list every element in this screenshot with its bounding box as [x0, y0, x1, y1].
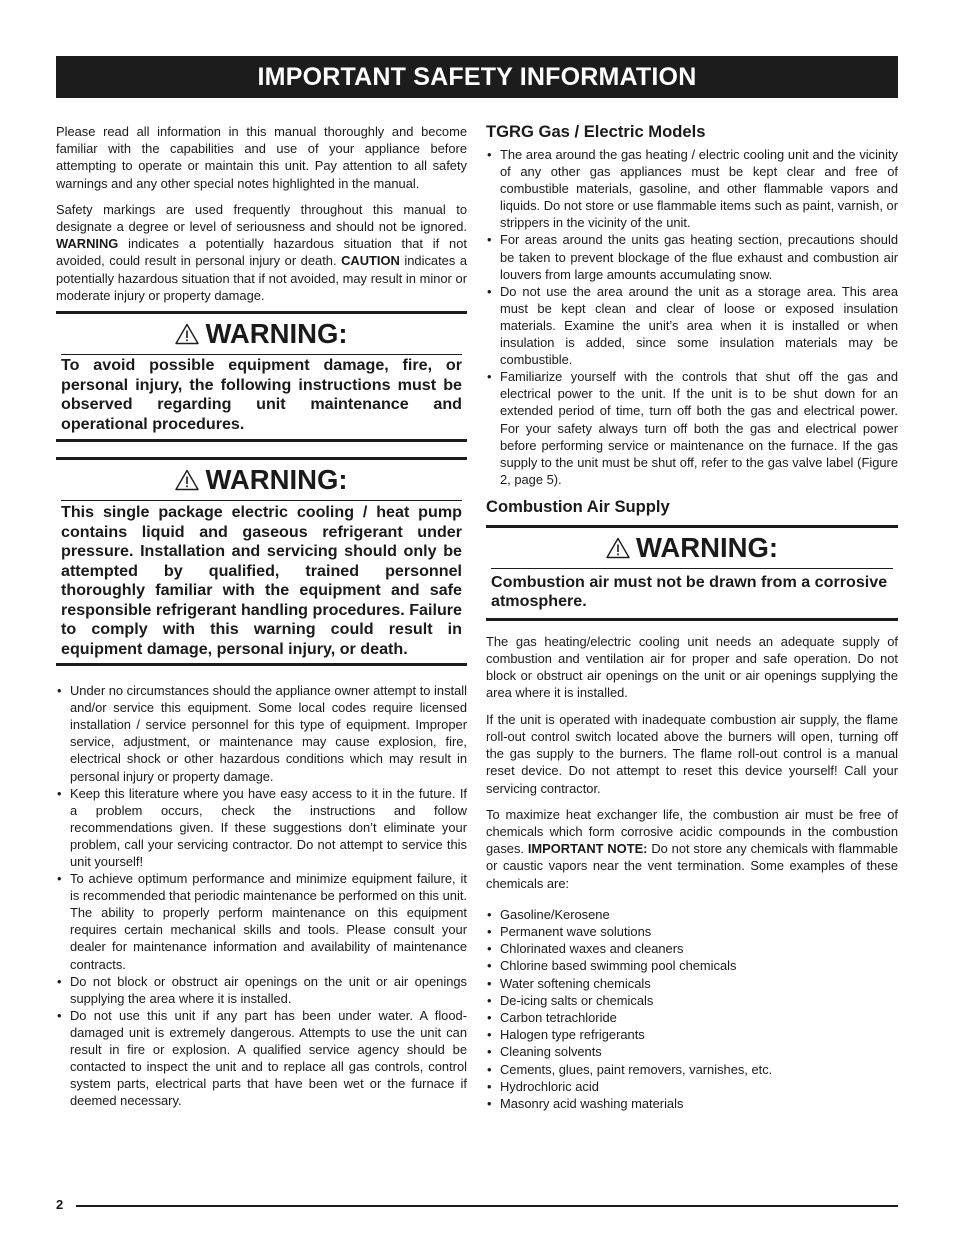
right-column — [486, 122, 898, 1112]
warning-header — [61, 460, 462, 501]
list-item: • Water softening chemicals — [486, 975, 898, 992]
safety-bullet-list — [56, 682, 467, 1109]
warning-triangle-icon — [606, 537, 630, 559]
list-item: • Masonry acid washing materials — [486, 1095, 898, 1112]
warning-box-maintenance — [56, 311, 467, 442]
list-item: • Hydrochloric acid — [486, 1078, 898, 1095]
warning-text: To avoid possible equipment damage, fire, or personal injury, the following instructions must be observed regarding unit maintenance and operational procedures. — [61, 356, 462, 433]
important-note-label: IMPORTANT NOTE: — [527, 841, 648, 857]
warning-title: WARNING: — [205, 464, 348, 496]
warning-text: This single package electric cooling / heat pump contains liquid and gaseous refrigerant under pressure. Installation and servicing should only be attempted by qualified, trained personnel thoroughly familiar with the equipment and safe responsible refrigerant handling procedures. Failure to comply with this warning could result in equipment damage, personal injury, or death. — [61, 503, 462, 658]
intro-p2-text-a: Safety markings are used frequently throughout this manual to designate a degree or level of seriousness and should not be ignored. — [56, 201, 467, 235]
list-item: • Permanent wave solutions — [486, 923, 898, 940]
warning-term: WARNING — [56, 236, 119, 252]
list-item: • Do not use the area around the unit as a storage area. This area must be kept clean and clear of loose or exposed insulation materials. Examine the unit’s area when it is installed or when insulation is added, since some insulation materials may be combustible. — [486, 283, 898, 368]
list-item: • Under no circumstances should the appliance owner attempt to install and/or service this equipment. Some local codes require licensed installation / service personnel for this type of equipment. Improper service, adjustment, or maintenance may cause explosion, fire, electrical shock or other hazardous conditions which may result in personal injury or property damage. — [56, 682, 467, 785]
combustion-paragraph-3 — [486, 806, 898, 892]
list-item: • Chlorinated waxes and cleaners — [486, 940, 898, 957]
list-item: • Cements, glues, paint removers, varnishes, etc. — [486, 1061, 898, 1078]
header-bar — [56, 56, 898, 98]
page-title: IMPORTANT SAFETY INFORMATION — [257, 62, 697, 91]
warning-text: Combustion air must not be drawn from a corrosive atmosphere. — [491, 572, 888, 611]
intro-p2-text-b: indicates a potentially hazardous situation that if not avoided, could result in personal injury or death. — [56, 236, 467, 269]
warning-triangle-icon — [175, 469, 199, 491]
warning-title: WARNING: — [205, 318, 348, 350]
list-item: • Chlorine based swimming pool chemicals — [486, 957, 898, 974]
warning-triangle-icon — [175, 323, 199, 345]
caution-term: CAUTION — [341, 253, 400, 269]
list-item: • Familiarize yourself with the controls that shut off the gas and electrical power to the unit. If the unit is to be shut down for an extended period of time, turn off both the gas and electrical power. For your safety always turn off both the gas and electrical power before performing service or maintenance on the furnace. If the gas supply to the unit must be shut off, refer to the gas valve label (Figure 2, page 5). — [486, 368, 898, 488]
footer-rule — [76, 1205, 898, 1207]
intro-paragraph-1: Please read all information in this manual thoroughly and become familiar with the capabilities and use of your appliance before attempting to operate or maintain this unit. Pay attention to all safety warnings and any other special notes highlighted in the manual. — [56, 124, 467, 191]
chemicals-list — [486, 906, 898, 1112]
list-item: • Do not block or obstruct air openings on the unit or air openings supplying the area where it is installed. — [56, 973, 467, 1007]
intro-paragraph-2 — [56, 201, 467, 304]
list-item: • Halogen type refrigerants — [486, 1026, 898, 1043]
tgrg-bullet-list — [486, 146, 898, 488]
intro-p2-text-c: indicates a potentially hazardous situation that if not avoided, may result in minor or moderate injury or property damage. — [56, 253, 467, 303]
warning-header — [491, 528, 893, 569]
warning-header — [61, 314, 462, 355]
list-item: • To achieve optimum performance and minimize equipment failure, it is recommended that periodic maintenance be performed on this unit. The ability to properly perform maintenance on this equipment requires certain mechanical skills and tools. Please consult your dealer for maintenance information and availability of maintenance contracts. — [56, 870, 467, 973]
list-item: • Do not use this unit if any part has been under water. A flood-damaged unit is extremely dangerous. Attempts to use the unit can result in fire or explosion. A qualified service agency should be contacted to inspect the unit and to replace all gas controls, control system parts, electrical parts that have been wet or the furnace if deemed necessary. — [56, 1007, 467, 1110]
list-item: • Keep this literature where you have easy access to it in the future. If a problem occurs, check the instructions and follow recommendations given. If these suggestions don’t eliminate your problem, call your servicing contractor. Do not attempt to service this unit yourself! — [56, 785, 467, 870]
list-item: • De-icing salts or chemicals — [486, 992, 898, 1009]
list-item: • Gasoline/Kerosene — [486, 906, 898, 923]
page-footer — [56, 1197, 898, 1217]
para3-text-a: To maximize heat exchanger life, the combustion air must be free of chemicals which form corrosive acidic compounds in the combustion gases. — [486, 806, 898, 857]
warning-box-combustion — [486, 525, 898, 621]
page-number: 2 — [56, 1197, 64, 1212]
combustion-paragraph-1: The gas heating/electric cooling unit needs an adequate supply of combustion and ventilation air for proper and safe operation. Do not block or obstruct air openings on the unit or air openings supplying the area where it is installed. — [486, 633, 898, 701]
left-column — [56, 123, 467, 1109]
list-item: • Cleaning solvents — [486, 1043, 898, 1060]
list-item: • Carbon tetrachloride — [486, 1009, 898, 1026]
tgrg-heading: TGRG Gas / Electric Models — [486, 122, 706, 141]
combustion-paragraph-2: If the unit is operated with inadequate combustion air supply, the flame roll-out control switch located above the burners will open, turning off the gas supply to the burners. The flame roll-out control is a manual reset device. Do not attempt to reset this device yourself! Call your servicing contractor. — [486, 711, 898, 796]
warning-title: WARNING: — [635, 531, 779, 563]
list-item: • The area around the gas heating / electric cooling unit and the vicinity of any other gas appliances must be kept clear and free of combustible materials, gasoline, and other flammable vapors and liquids. Do not store or use flammable items such as paint, varnish, or strippers in the vicinity of the unit. — [486, 146, 898, 231]
list-item: • For areas around the units gas heating section, precautions should be taken to prevent blockage of the flue exhaust and combustion air louvers from large amounts accumulating snow. — [486, 231, 898, 282]
para3-text-b: Do not store any chemicals with flammable or caustic vapors near the vent termination. Some examples of these chemicals are: — [486, 841, 898, 891]
combustion-heading: Combustion Air Supply — [486, 496, 670, 516]
warning-box-refrigerant — [56, 457, 467, 666]
